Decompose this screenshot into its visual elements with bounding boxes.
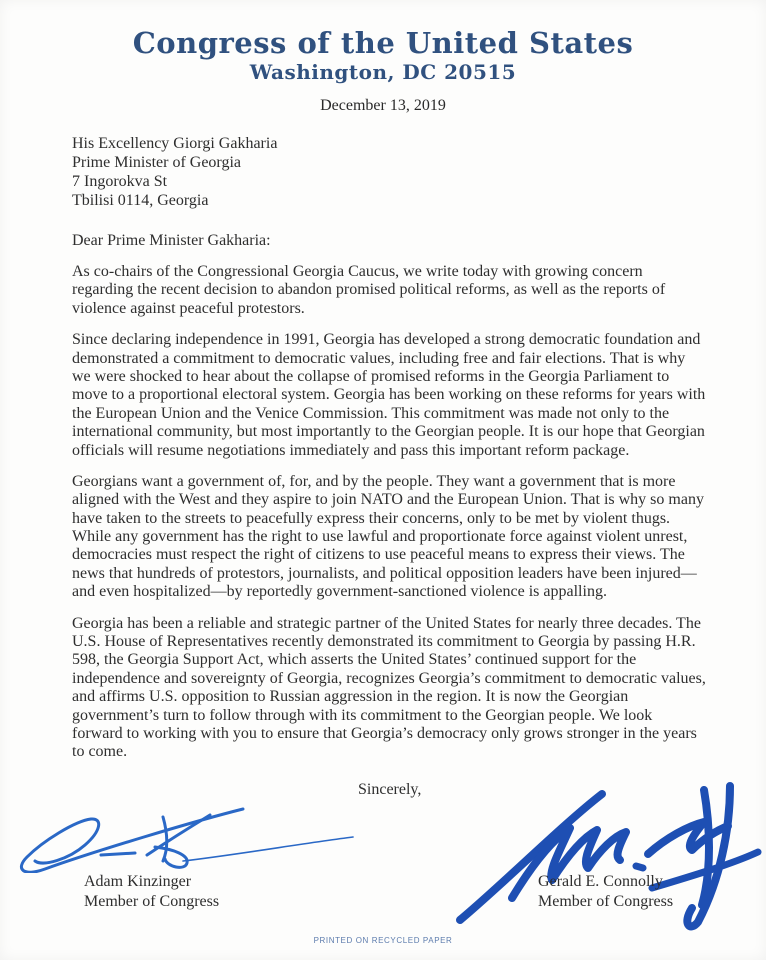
- signature-stroke: [636, 866, 643, 868]
- signer-title: Member of Congress: [538, 893, 674, 910]
- letterhead: [0, 0, 766, 115]
- recipient-line: Tbilisi 0114, Georgia: [72, 192, 209, 209]
- signature-stroke: [183, 837, 353, 861]
- body-paragraph: Georgians want a government of, for, and by the people. They want a government that is more aligned with the West and they aspire to join NATO and the European Union. That is why so many have taken to the streets to peacefully express their concerns, only to be met by violent thugs. While any government has the right to use lawful and proportionate force against violent unrest, democracies must respect the right of citizens to use peaceful means to express their views. The news that hundreds of protestors, journalists, and political opposition leaders have been injured—and even hospitalized—by reportedly government-sanctioned violence is appalling.: [72, 472, 704, 601]
- recipient-address: [72, 134, 706, 210]
- signer-block-kinzinger: [84, 872, 219, 912]
- signature-stroke: [687, 786, 730, 926]
- letter-body-area: [0, 134, 766, 762]
- recipient-line: 7 Ingorokva St: [72, 173, 168, 190]
- closing-sincerely: Sincerely,: [358, 781, 422, 798]
- salutation: Dear Prime Minister Gakharia:: [72, 232, 271, 249]
- signature-stroke: [21, 809, 243, 872]
- signature-gerald-connolly-ink: [452, 780, 764, 938]
- body-paragraph: As co-chairs of the Congressional Georgia Caucus, we write today with growing concern regarding the recent decision to abandon promised political reforms, as well as the reports of violence against peaceful protestors.: [72, 263, 666, 317]
- letterhead-org-name: Congress of the United States: [132, 26, 634, 60]
- signer-name: Gerald E. Connolly: [538, 873, 663, 890]
- signer-block-connolly: [538, 872, 673, 912]
- signature-stroke: [101, 853, 135, 855]
- letter-date: December 13, 2019: [320, 97, 446, 114]
- body-paragraph: Since declaring independence in 1991, Georgia has developed a strong democratic foundation and demonstrated a commitment to democratic values, including free and fair elections. That is why we were shocked to hear about the collapse of promised reforms in the Georgia Parliament to move to a proportional electoral system. Georgia has been working on these reforms for years with the European Union and the Venice Commission. This commitment was made not only to the international community, but most importantly to the Georgian people. It is our hope that Georgian officials will resume negotiations immediately and pass this important reform package.: [72, 331, 706, 459]
- body-paragraph: Georgia has been a reliable and strategic partner of the United States for nearly three decades. The U.S. House of Representatives recently demonstrated its commitment to Georgia by passing H.R. 598, the Georgia Support Act, which asserts the United States’ continued support for the independence and sovereignty of Georgia, recognizes Georgia’s commitment to democratic values, and affirms U.S. opposition to Russian aggression in the region. It is now the Georgian government’s turn to follow through with its commitment to the Georgian people. We look forward to working with you to ensure that Georgia’s democracy only grows stronger in the years to come.: [72, 614, 706, 761]
- signature-adam-kinzinger-ink: [5, 803, 355, 873]
- letterhead-city: Washington, DC 20515: [249, 60, 517, 84]
- signature-stroke: [648, 822, 728, 854]
- recipient-line: Prime Minister of Georgia: [72, 154, 242, 171]
- signer-title: Member of Congress: [84, 893, 220, 910]
- signer-name: Adam Kinzinger: [84, 873, 192, 890]
- letter-text: [72, 263, 706, 762]
- recipient-line: His Excellency Giorgi Gakharia: [72, 135, 278, 152]
- footer-note: PRINTED ON RECYCLED PAPER: [313, 936, 453, 945]
